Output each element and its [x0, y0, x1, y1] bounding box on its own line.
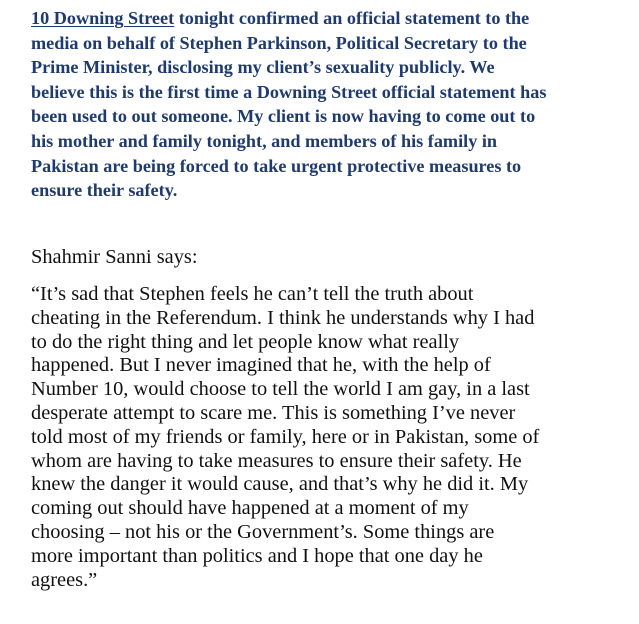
quote-text: “It’s sad that Stephen feels he can’t tell the truth about cheating in the Referendum. I think he understands why I had to do the right thing and let people know what really happened. But I never imagined that he, with the help of Number 10, would choose to tell the world I am gay, in a last desperate attempt to scare me. This is something I’ve never told most of my friends or family, here or in Pakistan, some of whom are having to take measures to ensure their safety. He knew the danger it would cause, and that’s why he did it. My coming out should have happened at a moment of my choosing – not his or the Government’s. Some things are more important than politics and I hope that one day he agrees.” [31, 283, 540, 591]
statement-lead: 10 Downing Street [31, 8, 175, 28]
statement-body: tonight confirmed an official statement to the media on behalf of Stephen Parkinson, Political Secretary to the Prime Minister, disclosing my client’s sexuality publicly. We believe this is the first time a Downing Street official statement has been used to out someone. My client is now having to come out to his mother and family tonight, and members of his family in Pakistan are being forced to take urgent protective measures to ensure their safety. [31, 8, 547, 201]
quote-attribution: Shahmir Sanni says: [31, 246, 198, 268]
press-statement [31, 6, 631, 203]
